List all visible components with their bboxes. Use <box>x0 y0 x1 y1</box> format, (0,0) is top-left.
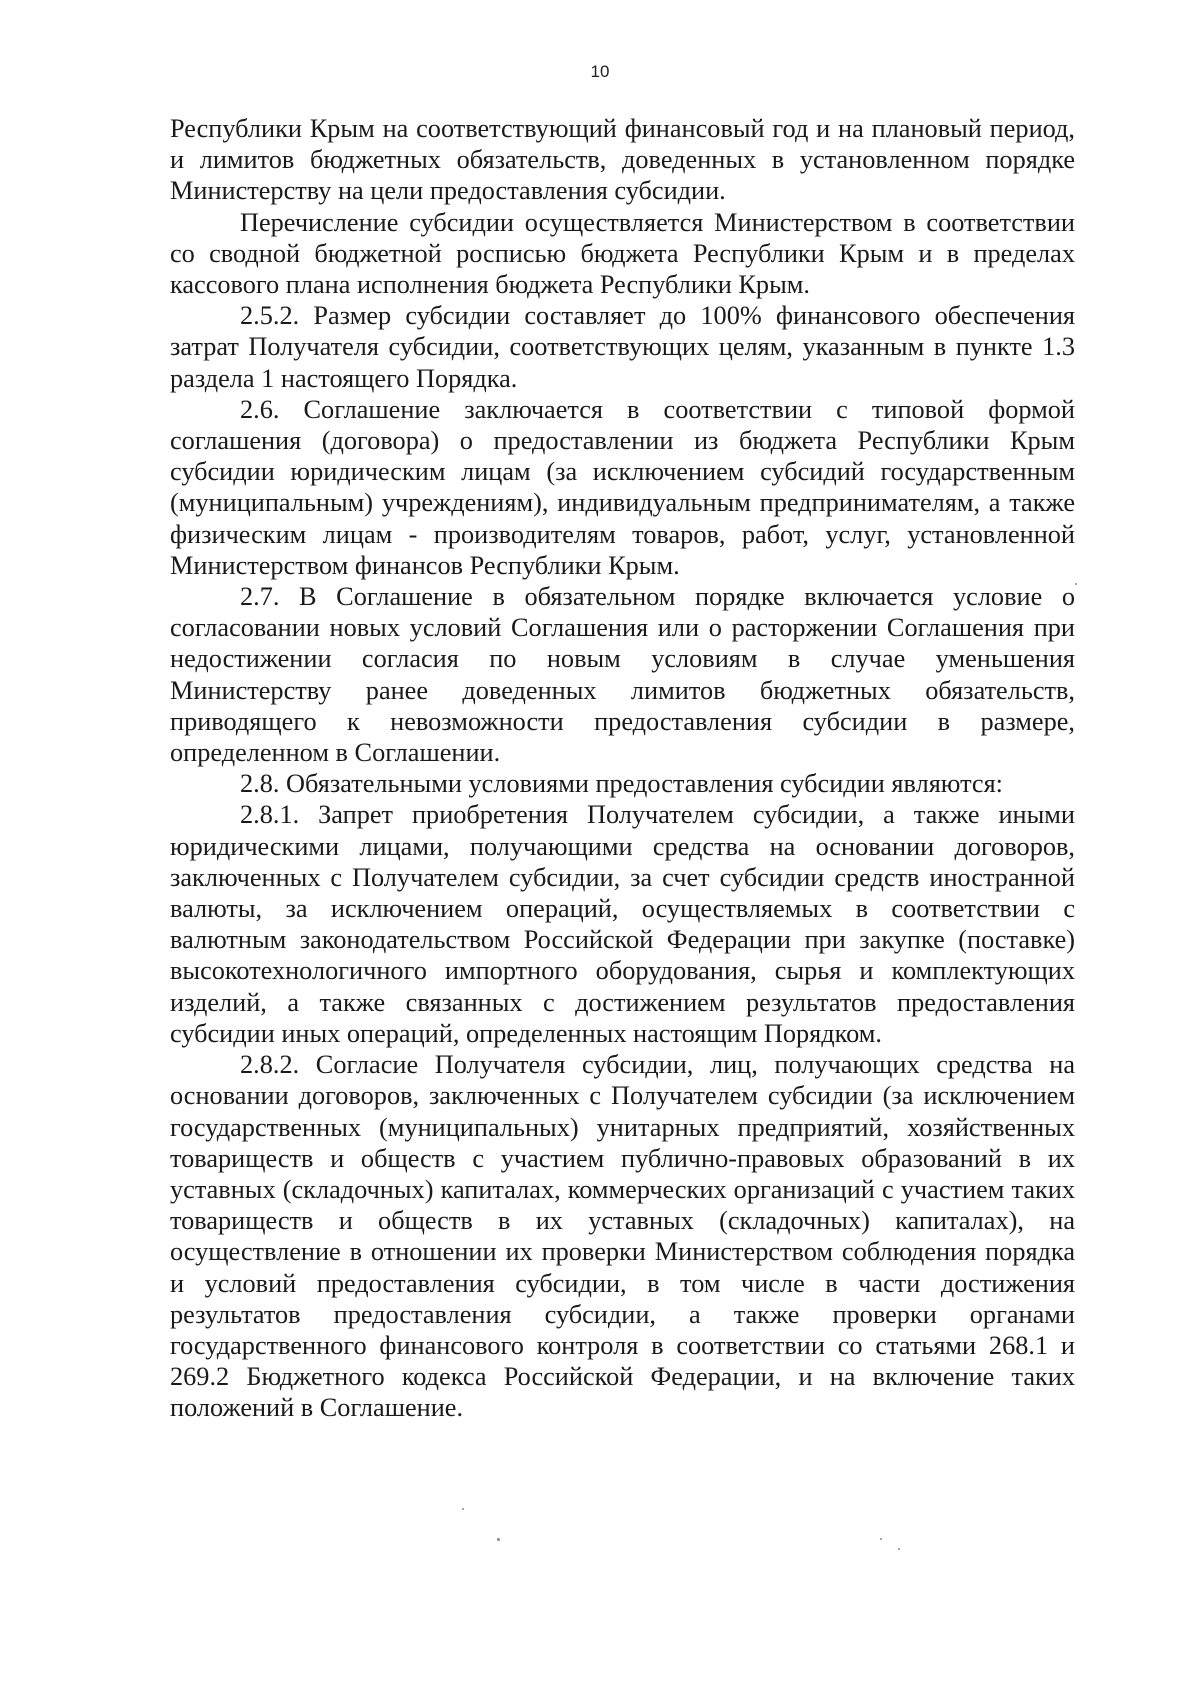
paragraph-2-6: 2.6. Соглашение заключается в соответствии с типовой формой соглашения (договора) о предоставлении из бюджета Республики Крым субсидии юридическим лицам (за исключением субсидий государственным (муниципальным) учреждениям), индивидуальным предпринимателям, а также физическим лицам - производителям товаров, работ, услуг, установленной Министерством финансов Республики Крым. <box>170 394 1075 580</box>
scan-speck <box>462 1508 464 1510</box>
paragraph-2-8-1: 2.8.1. Запрет приобретения Получателем субсидии, а также иными юридическими лицами, получающими средства на основании договоров, заключенных с Получателем субсидии, за счет субсидии средств иностранной валюты, за исключением операций, осуществляемых в соответствии с валютным законодательством Российской Федерации при закупке (поставке) высокотехнологичного импортного оборудования, сырья и комплектующих изделий, а также связанных с достижением результатов предоставления субсидии иных операций, определенных настоящим Порядком. <box>170 800 1075 1048</box>
paragraph-2-5-2: 2.5.2. Размер субсидии составляет до 100% финансового обеспечения затрат Получателя субсидии, соответствующих целям, указанным в пункте 1.3 раздела 1 настоящего Порядка. <box>170 301 1075 393</box>
paragraph-budget-limits: Республики Крым на соответствующий финансовый год и на плановый период, и лимитов бюджетных обязательств, доведенных в установленном порядке Министерству на цели предоставления субсидии. <box>170 114 1075 206</box>
paragraph-subsidy-transfer: Перечисление субсидии осуществляется Министерством в соответствии со сводной бюджетной росписью бюджета Республики Крым и в пределах кассового плана исполнения бюджета Республики Крым. <box>170 207 1075 300</box>
scan-speck <box>1075 583 1077 585</box>
paragraph-2-8: 2.8. Обязательными условиями предоставления субсидии являются: <box>240 769 1003 799</box>
page-number: 10 <box>590 62 610 81</box>
scan-speck <box>497 1538 500 1541</box>
scan-speck <box>898 1548 900 1550</box>
scan-speck <box>880 1538 882 1540</box>
paragraph-2-7: 2.7. В Соглашение в обязательном порядке включается условие о согласовании новых условий Соглашения или о расторжении Соглашения при недостижении согласия по новым условиям в случае уменьшения Министерству ранее доведенных лимитов бюджетных обязательств, приводящего к невозможности предоставления субсидии в размере, определенном в Соглашении. <box>170 582 1075 768</box>
document-body <box>170 113 1075 1424</box>
paragraph-2-8-2: 2.8.2. Согласие Получателя субсидии, лиц, получающих средства на основании договоров, заключенных с Получателем субсидии (за исключением государственных (муниципальных) унитарных предприятий, хозяйственных товариществ и обществ с участием публично-правовых образований в их уставных (складочных) капиталах, коммерческих организаций с участием таких товариществ и обществ в их уставных (складочных) капиталах), на осуществление в отношении их проверки Министерством соблюдения порядка и условий предоставления субсидии, в том числе в части достижения результатов предоставления субсидии, а также проверки органами государственного финансового контроля в соответствии со статьями 268.1 и 269.2 Бюджетного кодекса Российской Федерации, и на включение таких положений в Соглашение. <box>170 1050 1075 1423</box>
